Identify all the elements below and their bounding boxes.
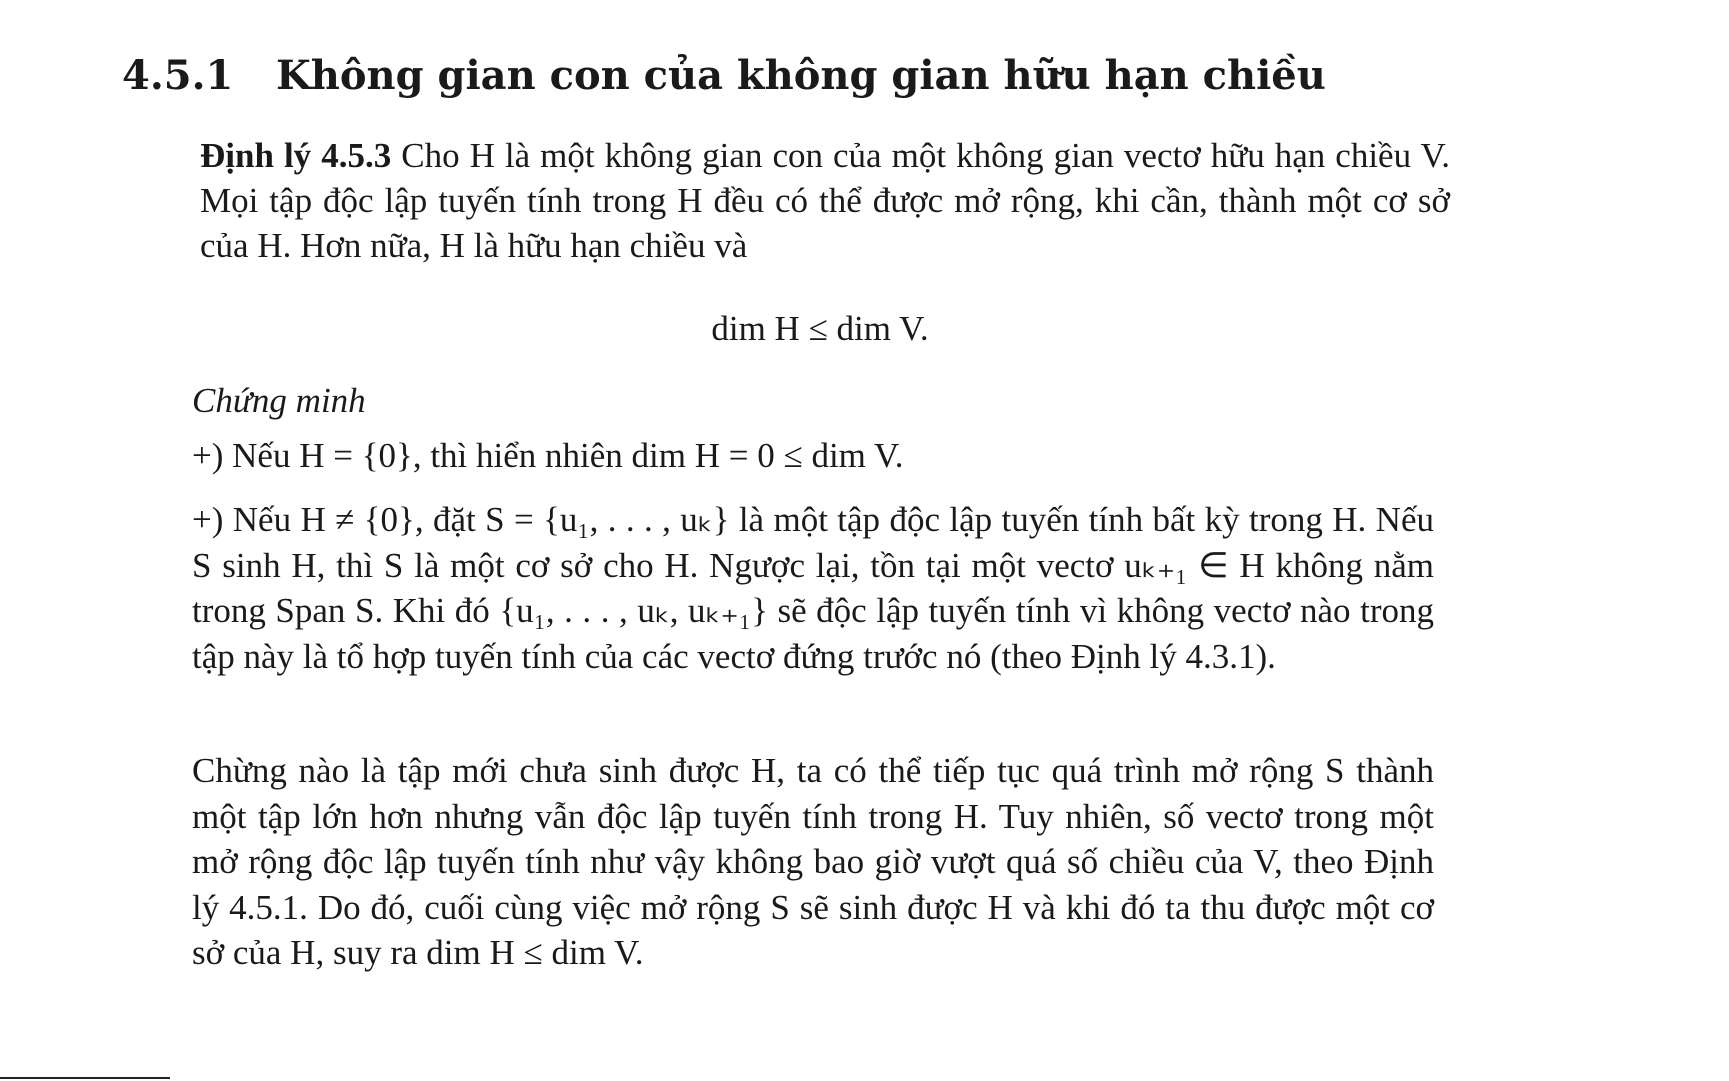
section-heading xyxy=(122,52,1326,99)
proof-paragraph-3: Chừng nào là tập mới chưa sinh được H, ta có thể tiếp tục quá trình mở rộng S thành một tập lớn hơn nhưng vẫn độc lập tuyến tính trong H. Tuy nhiên, số vectơ trong một mở rộng độc lập tuyến tính như vậy không bao giờ vượt quá số chiều của V, theo Định lý 4.5.1. Do đó, cuối cùng việc mở rộng S sẽ sinh được H và khi đó ta thu được một cơ sở của H, suy ra dim H ≤ dim V. xyxy=(192,751,1434,972)
section-number: 4.5.1 xyxy=(122,52,234,99)
proof-paragraph-2: +) Nếu H ≠ {0}, đặt S = {u₁, . . . , uₖ} là một tập độc lập tuyến tính bất kỳ trong H. Nếu S sinh H, thì S là một cơ sở cho H. Ngược lại, tồn tại một vectơ uₖ₊₁ ∈ H không nằm trong Span S. Khi đó {u₁, . . . , uₖ, uₖ₊₁} sẽ độc lập tuyến tính vì không vectơ nào trong tập này là tổ hợp tuyến tính của các vectơ đứng trước nó (theo Định lý 4.3.1). xyxy=(192,500,1434,676)
footnote-rule xyxy=(0,1077,170,1079)
proof-label: Chứng minh xyxy=(192,381,366,420)
display-equation: dim H ≤ dim V. xyxy=(711,309,929,348)
theorem-block xyxy=(200,133,1450,268)
theorem-label: Định lý 4.5.3 xyxy=(200,136,392,175)
section-title: Không gian con của không gian hữu hạn chiều xyxy=(276,52,1326,99)
proof-paragraph-1: +) Nếu H = {0}, thì hiển nhiên dim H = 0 ≤ dim V. xyxy=(192,436,904,475)
theorem-statement: Cho H là một không gian con của một không gian vectơ hữu hạn chiều V. Mọi tập độc lập tuyến tính trong H đều có thể được mở rộng, khi cần, thành một cơ sở của H. Hơn nữa, H là hữu hạn chiều và xyxy=(200,136,1450,265)
